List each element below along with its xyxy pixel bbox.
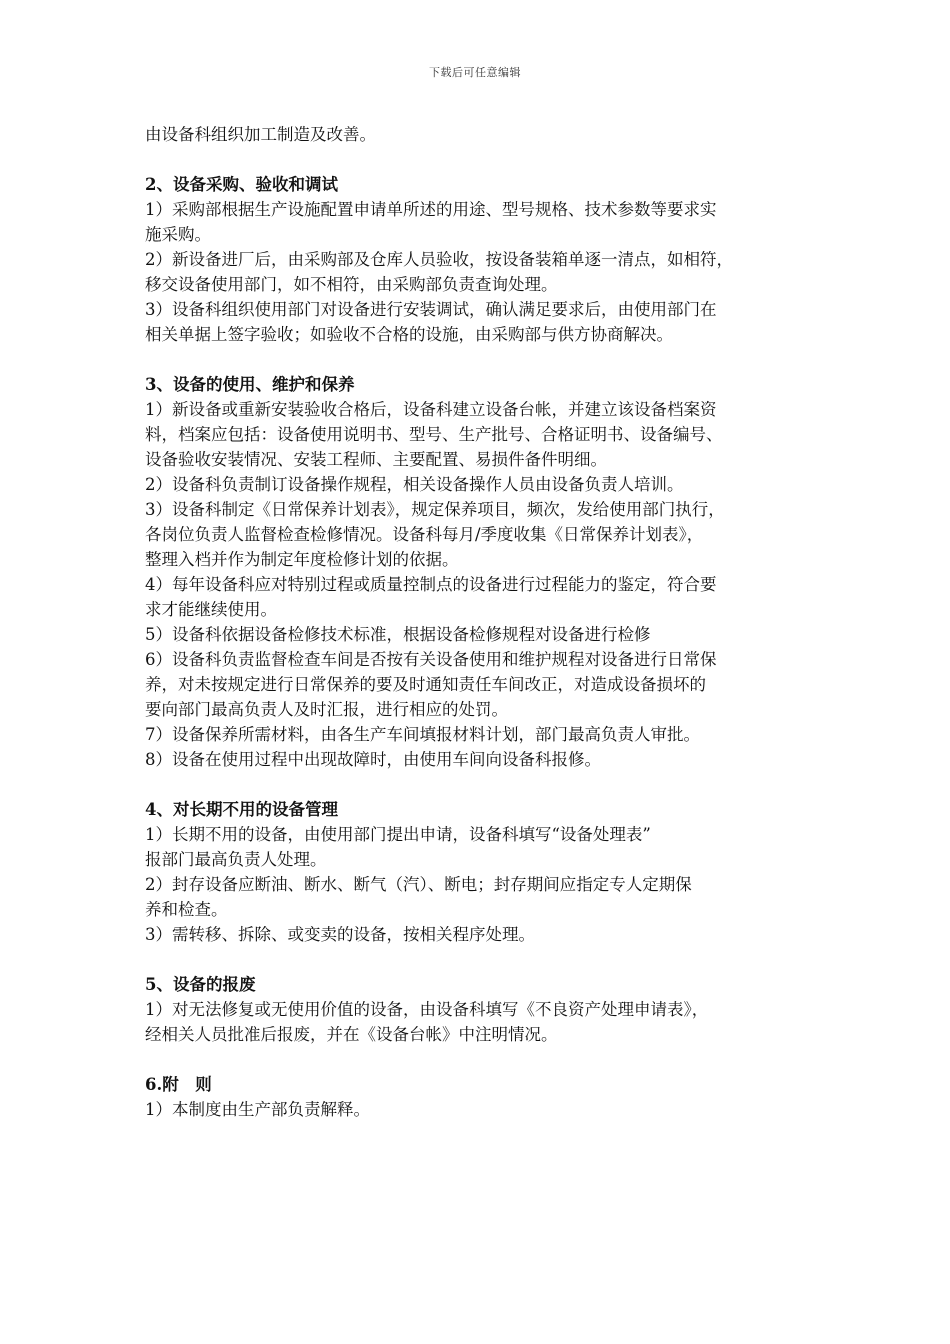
section-3-line: 5）设备科依据设备检修技术标准，根据设备检修规程对设备进行检修 bbox=[145, 625, 651, 644]
section-4-line: 1）长期不用的设备，由使用部门提出申请，设备科填写“设备处理表” bbox=[145, 825, 651, 844]
section-3-line: 4）每年设备科应对特别过程或质量控制点的设备进行过程能力的鉴定，符合要 bbox=[145, 575, 717, 594]
section-3-line: 1）新设备或重新安装验收合格后，设备科建立设备台帐，并建立该设备档案资 bbox=[145, 400, 717, 419]
section-heading-3: 3、设备的使用、维护和保养 bbox=[145, 375, 355, 394]
section-6-line: 1）本制度由生产部负责解释。 bbox=[145, 1100, 370, 1119]
section-5-line: 经相关人员批准后报废，并在《设备台帐》中注明情况。 bbox=[145, 1025, 558, 1044]
section-3-line: 8）设备在使用过程中出现故障时，由使用车间向设备科报修。 bbox=[145, 750, 601, 769]
section-heading-5: 5、设备的报废 bbox=[145, 975, 256, 994]
section-3-line: 整理入档并作为制定年度检修计划的依据。 bbox=[145, 550, 459, 569]
section-2-line: 3）设备科组织使用部门对设备进行安装调试，确认满足要求后，由使用部门在 bbox=[145, 300, 717, 319]
section-3-line: 2）设备科负责制订设备操作规程，相关设备操作人员由设备负责人培训。 bbox=[145, 475, 684, 494]
section-3-line: 要向部门最高负责人及时汇报，进行相应的处罚。 bbox=[145, 700, 508, 719]
section-5-line: 1）对无法修复或无使用价值的设备，由设备科填写《不良资产处理申请表》， bbox=[145, 1000, 709, 1019]
section-2-line: 移交设备使用部门，如不相符，由采购部负责查询处理。 bbox=[145, 275, 558, 294]
section-2-line: 1）采购部根据生产设施配置申请单所述的用途、型号规格、技术参数等要求实 bbox=[145, 200, 717, 219]
intro-line: 由设备科组织加工制造及改善。 bbox=[145, 125, 376, 144]
section-3-line: 各岗位负责人监督检查检修情况。设备科每月/季度收集《日常保养计划表》， bbox=[145, 525, 704, 544]
section-3-line: 3）设备科制定《日常保养计划表》，规定保养项目，频次，发给使用部门执行， bbox=[145, 500, 725, 519]
document-body bbox=[145, 122, 825, 1122]
section-heading-2: 2、设备采购、验收和调试 bbox=[145, 175, 338, 194]
section-heading-6: 6.附 则 bbox=[145, 1075, 212, 1094]
section-2-line: 施采购。 bbox=[145, 225, 211, 244]
section-2-line: 2）新设备进厂后，由采购部及仓库人员验收，按设备装箱单逐一清点，如相符， bbox=[145, 250, 733, 269]
section-3-line: 7）设备保养所需材料，由各生产车间填报材料计划，部门最高负责人审批。 bbox=[145, 725, 700, 744]
section-4-line: 3）需转移、拆除、或变卖的设备，按相关程序处理。 bbox=[145, 925, 535, 944]
section-4-line: 报部门最高负责人处理。 bbox=[145, 850, 327, 869]
section-4-line: 养和检查。 bbox=[145, 900, 228, 919]
section-heading-4: 4、对长期不用的设备管理 bbox=[145, 800, 338, 819]
section-3-line: 求才能继续使用。 bbox=[145, 600, 277, 619]
section-3-line: 料，档案应包括：设备使用说明书、型号、生产批号、合格证明书、设备编号、 bbox=[145, 425, 723, 444]
section-4-line: 2）封存设备应断油、断水、断气（汽）、断电；封存期间应指定专人定期保 bbox=[145, 875, 692, 894]
section-3-line: 养，对未按规定进行日常保养的要及时通知责任车间改正，对造成设备损坏的 bbox=[145, 675, 706, 694]
page-header: 下载后可任意编辑 bbox=[429, 66, 521, 79]
section-3-line: 6）设备科负责监督检查车间是否按有关设备使用和维护规程对设备进行日常保 bbox=[145, 650, 717, 669]
section-2-line: 相关单据上签字验收；如验收不合格的设施，由采购部与供方协商解决。 bbox=[145, 325, 673, 344]
section-3-line: 设备验收安装情况、安装工程师、主要配置、易损件备件明细。 bbox=[145, 450, 607, 469]
